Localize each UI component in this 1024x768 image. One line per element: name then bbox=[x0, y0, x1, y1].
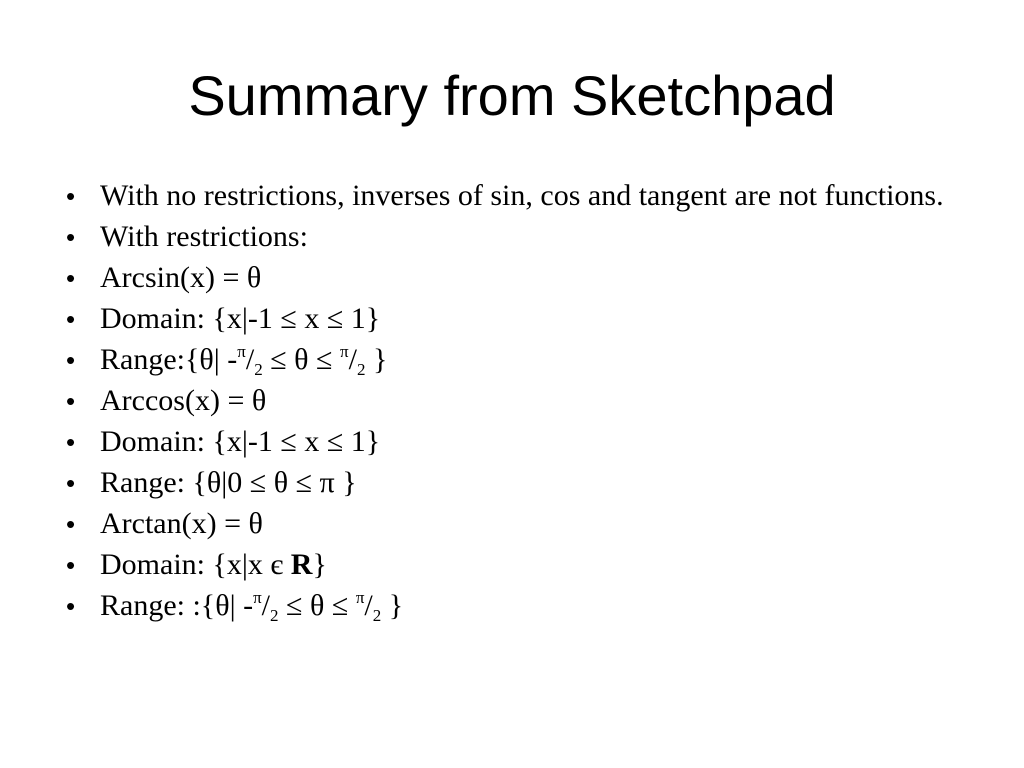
bullet-list bbox=[64, 180, 964, 631]
bullet-item bbox=[64, 426, 964, 458]
bullet-text: With no restrictions, inverses of sin, cos and tangent are not functions. bbox=[100, 179, 944, 212]
bullet-dot-icon: • bbox=[66, 427, 76, 457]
fraction-slash: / bbox=[364, 589, 373, 622]
fraction-numerator: π bbox=[237, 342, 246, 361]
domain-suffix: } bbox=[312, 548, 327, 581]
bullet-text bbox=[100, 342, 388, 379]
fraction bbox=[340, 342, 366, 379]
bullet-item bbox=[64, 588, 964, 625]
range-middle: ≤ θ ≤ bbox=[262, 343, 340, 376]
fraction-slash: / bbox=[261, 589, 271, 622]
bullet-dot-icon: • bbox=[66, 468, 76, 498]
reals-symbol: R bbox=[290, 548, 313, 581]
bullet-text: With restrictions: bbox=[100, 220, 308, 253]
bullet-dot-icon: • bbox=[66, 263, 76, 293]
bullet-dot-icon: • bbox=[66, 304, 76, 334]
range-suffix: } bbox=[381, 589, 404, 622]
bullet-dot-icon: • bbox=[66, 386, 76, 416]
fraction-denominator: 2 bbox=[270, 606, 279, 625]
bullet-item bbox=[64, 342, 964, 379]
range-prefix: Range: :{θ| - bbox=[100, 589, 254, 622]
fraction bbox=[253, 588, 279, 625]
fraction-numerator: π bbox=[253, 588, 262, 607]
bullet-dot-icon: • bbox=[66, 181, 76, 211]
fraction bbox=[237, 342, 263, 379]
bullet-item bbox=[64, 508, 964, 540]
bullet-item bbox=[64, 549, 964, 581]
fraction-denominator: 2 bbox=[254, 360, 263, 379]
domain-prefix: Domain: {x|x є bbox=[100, 548, 291, 581]
bullet-text: Arcsin(x) = θ bbox=[100, 261, 262, 294]
bullet-text: Arccos(x) = θ bbox=[100, 384, 267, 417]
bullet-dot-icon: • bbox=[66, 222, 76, 252]
bullet-item bbox=[64, 303, 964, 335]
range-suffix: } bbox=[365, 343, 388, 376]
fraction-numerator: π bbox=[355, 588, 365, 607]
bullet-text: Domain: {x|-1 ≤ x ≤ 1} bbox=[100, 302, 381, 335]
bullet-dot-icon: • bbox=[66, 509, 76, 539]
fraction bbox=[355, 588, 382, 625]
bullet-dot-icon: • bbox=[66, 550, 76, 580]
bullet-item bbox=[64, 180, 964, 212]
fraction-denominator: 2 bbox=[356, 360, 366, 379]
bullet-dot-icon: • bbox=[66, 345, 76, 375]
fraction-numerator: π bbox=[340, 342, 349, 361]
fraction-slash: / bbox=[348, 343, 357, 376]
bullet-text bbox=[100, 548, 327, 581]
slide-title: Summary from Sketchpad bbox=[188, 64, 836, 127]
bullet-text bbox=[100, 588, 404, 625]
bullet-item bbox=[64, 385, 964, 417]
range-middle: ≤ θ ≤ bbox=[278, 589, 356, 622]
bullet-text: Arctan(x) = θ bbox=[100, 507, 263, 540]
bullet-text: Domain: {x|-1 ≤ x ≤ 1} bbox=[100, 425, 381, 458]
bullet-item bbox=[64, 221, 964, 253]
bullet-text: Range: {θ|0 ≤ θ ≤ π } bbox=[100, 466, 357, 499]
fraction-slash: / bbox=[245, 343, 255, 376]
bullet-item bbox=[64, 262, 964, 294]
range-prefix: Range:{θ| - bbox=[100, 343, 238, 376]
bullet-dot-icon: • bbox=[66, 591, 76, 621]
fraction-denominator: 2 bbox=[372, 606, 382, 625]
bullet-item bbox=[64, 467, 964, 499]
